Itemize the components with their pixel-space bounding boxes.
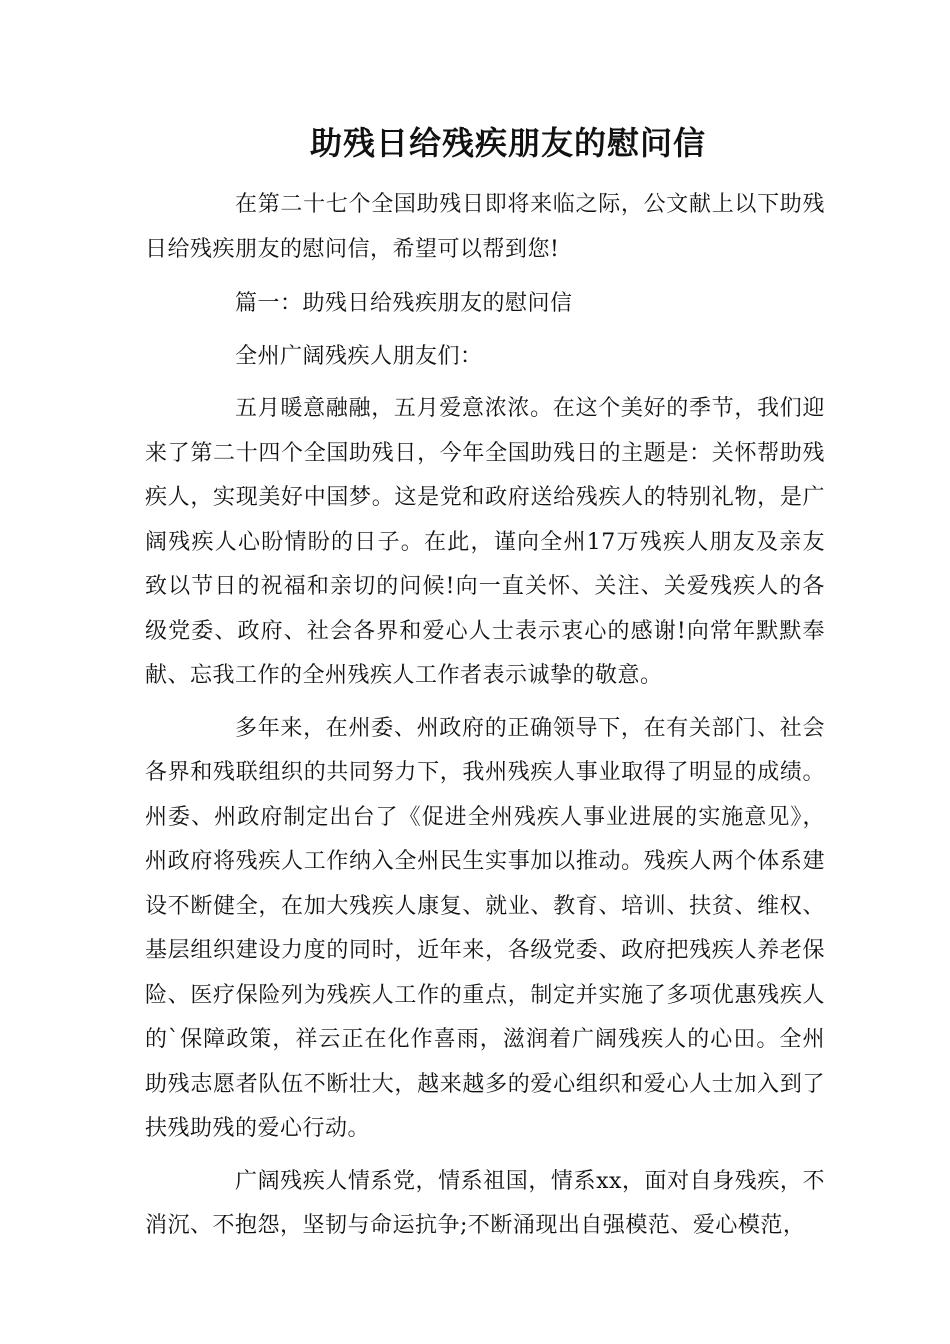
- section-heading: 篇一：助残日给残疾朋友的慰问信: [235, 291, 573, 316]
- body-paragraph: 多年来，在州委、州政府的正确领导下，在有关部门、社会各界和残联组织的共同努力下，我州残疾人事业取得了明显的成绩。州委、州政府制定出台了《促进全州残疾人事业进展的实施意见》，州政府将残疾人工作纳入全州民生实事加以推动。残疾人两个体系建设不断健全，在加大残疾人康复、就业、教育、培训、扶贫、维权、基层组织建设力度的同时，近年来，各级党委、政府把残疾人养老保险、医疗保险列为残疾人工作的重点，制定并实施了多项优惠残疾人的`保障政策，祥云正在化作喜雨，滋润着广阔残疾人的心田。全州助残志愿者队伍不断壮大，越来越多的爱心组织和爱心人士加入到了扶残助残的爱心行动。: [145, 715, 825, 1141]
- salutation: 全州广阔残疾人朋友们：: [235, 343, 483, 369]
- intro-paragraph: 在第二十七个全国助残日即将来临之际，公文献上以下助残日给残疾朋友的慰问信，希望可以帮到您!: [145, 192, 825, 262]
- document-title: 助残日给残疾朋友的慰问信: [309, 124, 706, 162]
- document-body: [145, 183, 825, 1257]
- body-paragraph: 五月暖意融融，五月爱意浓浓。在这个美好的季节，我们迎来了第二十四个全国助残日，今年全国助残日的主题是：关怀帮助残疾人，实现美好中国梦。这是党和政府送给残疾人的特别礼物，是广阔残疾人心盼情盼的日子。在此，谨向全州17万残疾人朋友及亲友致以节日的祝福和亲切的问候!向一直关怀、关注、关爱残疾人的各级党委、政府、社会各界和爱心人士表示衷心的感谢!向常年默默奉献、忘我工作的全州残疾人工作者表示诚挚的敬意。: [145, 396, 825, 688]
- body-paragraph: 广阔残疾人情系党，情系祖国，情系xx，面对自身残疾，不消沉、不抱怨，坚韧与命运抗争;不断涌现出自强模范、爱心模范，: [145, 1168, 825, 1238]
